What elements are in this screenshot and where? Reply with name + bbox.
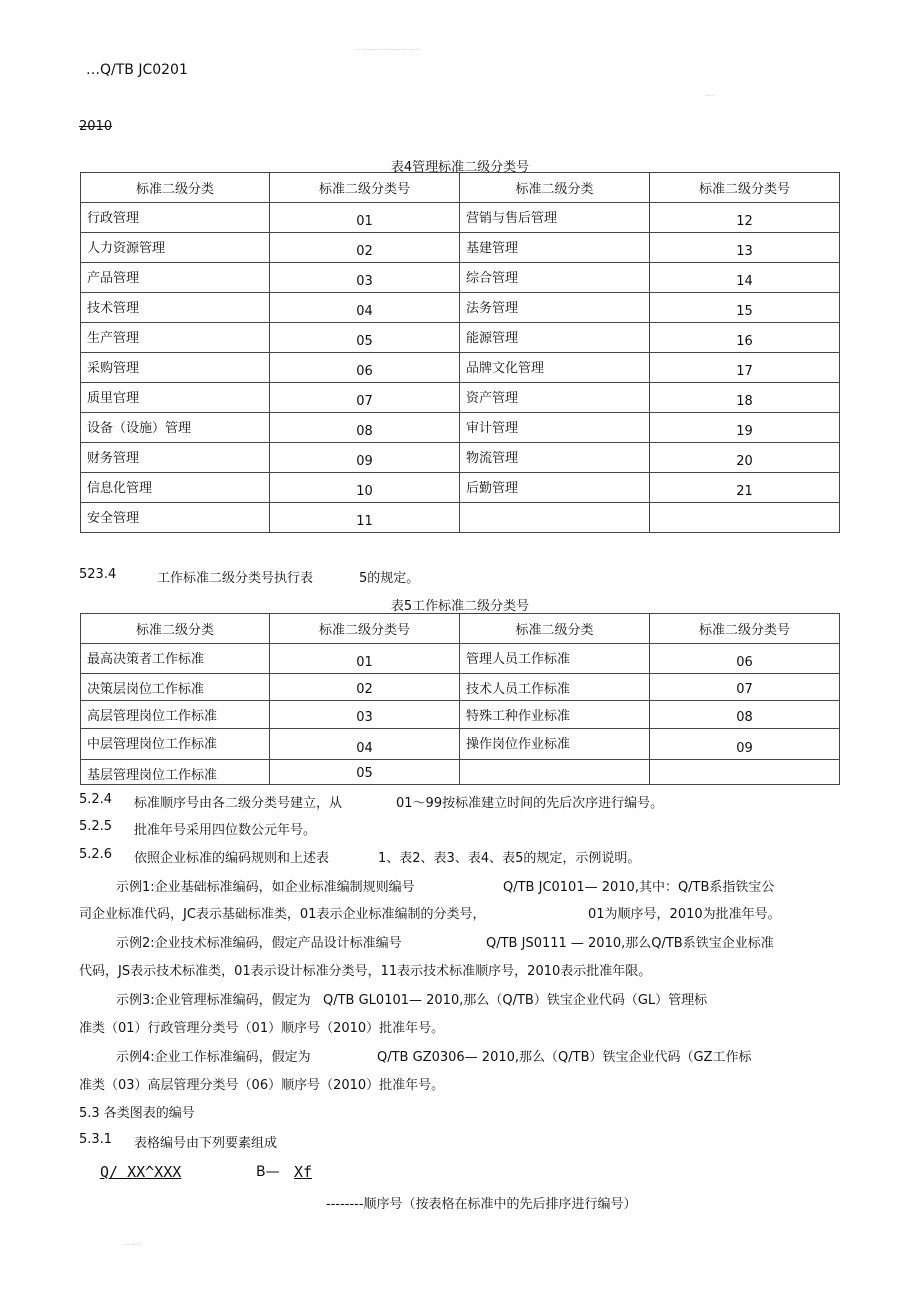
code-cell: 10: [270, 473, 460, 503]
clause-text: 标准顺序号由各二级分类号建立，从: [134, 796, 343, 811]
example-1-text: 示例1:企业基础标准编码，如企业标准编制规则编号: [116, 880, 415, 895]
garbled-right-text: ....: [706, 92, 715, 98]
code-cell: 14: [650, 263, 840, 293]
category-cell: 物流管理: [460, 443, 650, 473]
table-row: [81, 760, 840, 785]
table-row: [81, 443, 840, 473]
code-cell: 04: [270, 729, 460, 760]
table-row: [81, 203, 840, 233]
category-cell: 法务管理: [460, 293, 650, 323]
clause-number: 523.4: [79, 567, 117, 582]
code-cell: 05: [270, 760, 460, 785]
table-row: [81, 503, 840, 533]
table5: [80, 613, 840, 785]
example-4-text: Q/TB GZ0306— 2010,那么（Q/TB）铁宝企业代码（GZ工作标: [377, 1050, 752, 1065]
clause-number: 5.2.4: [79, 792, 113, 807]
category-cell: 财务管理: [81, 443, 270, 473]
document-id: …Q/TB JC0201: [86, 62, 188, 78]
document-year: 2010: [79, 119, 113, 134]
category-cell: 特殊工种作业标准: [460, 701, 650, 729]
table-row: [81, 233, 840, 263]
clause-number: 5.2.5: [79, 819, 113, 834]
table-row: [81, 674, 840, 701]
code-cell: 04: [270, 293, 460, 323]
garbled-header-text: ...............................: [355, 46, 420, 52]
code-cell: 18: [650, 383, 840, 413]
category-cell: 审计管理: [460, 413, 650, 443]
example-2-text: Q/TB JS0111 — 2010,那么Q/TB系铁宝企业标准: [486, 936, 774, 951]
table4-header-cell: 标准二级分类: [81, 173, 270, 203]
table-row: [81, 353, 840, 383]
formula-note: --------顺序号（按表格在标准中的先后排序进行编号）: [326, 1197, 637, 1212]
table-row: [81, 473, 840, 503]
code-cell: 03: [270, 701, 460, 729]
table-row: [81, 644, 840, 674]
code-cell: [650, 760, 840, 785]
category-cell: 品牌文化管理: [460, 353, 650, 383]
code-cell: 06: [270, 353, 460, 383]
code-cell: 19: [650, 413, 840, 443]
category-cell: 产品管理: [81, 263, 270, 293]
clause-text: 工作标准二级分类号执行表: [157, 571, 314, 586]
table4-header-cell: 标准二级分类: [460, 173, 650, 203]
garbled-footer-text: ........: [124, 1241, 141, 1247]
category-cell: 能源管理: [460, 323, 650, 353]
code-cell: 01: [270, 644, 460, 674]
category-cell: 采购管理: [81, 353, 270, 383]
table4-header-cell: 标准二级分类号: [270, 173, 460, 203]
code-cell: 17: [650, 353, 840, 383]
clause-text: 5的规定。: [359, 571, 420, 586]
table5-header-cell: 标准二级分类号: [270, 614, 460, 644]
category-cell: 营销与售后管理: [460, 203, 650, 233]
example-1-text: 司企业标准代码，JC表示基础标准类，01表示企业标准编制的分类号，: [79, 907, 486, 922]
category-cell: 人力资源管理: [81, 233, 270, 263]
category-cell: 技术人员工作标准: [460, 674, 650, 701]
table5-caption: 表5工作标准二级分类号: [390, 599, 530, 614]
clause-text: 1、表2、表3、表4、表5的规定，示例说明。: [378, 851, 641, 866]
table4-header-cell: 标准二级分类号: [650, 173, 840, 203]
code-cell: 13: [650, 233, 840, 263]
category-cell: 技术管理: [81, 293, 270, 323]
code-cell: 06: [650, 644, 840, 674]
category-cell: [460, 760, 650, 785]
code-cell: 08: [650, 701, 840, 729]
example-4-text: 示例4:企业工作标准编码，假定为: [116, 1050, 311, 1065]
table-row: [81, 701, 840, 729]
category-cell: 高层管理岗位工作标准: [81, 701, 270, 729]
example-3-text: 准类（01）行政管理分类号（01）顺序号（2010）批准年号。: [79, 1021, 445, 1036]
category-cell: 质里官理: [81, 383, 270, 413]
code-cell: 20: [650, 443, 840, 473]
code-cell: 16: [650, 323, 840, 353]
example-2-text: 示例2:企业技术标准编码，假定产品设计标准编号: [116, 936, 402, 951]
table4-caption: 表4管理标准二级分类号: [390, 160, 530, 175]
table-row: [81, 413, 840, 443]
category-cell: 信息化管理: [81, 473, 270, 503]
category-cell: [460, 503, 650, 533]
code-cell: 02: [270, 233, 460, 263]
table5-header-row: [81, 614, 840, 644]
table5-header-cell: 标准二级分类: [81, 614, 270, 644]
formula-code: Q/ XX^XXX: [100, 1163, 182, 1181]
formula-separator: B—: [256, 1164, 280, 1180]
code-cell: 09: [270, 443, 460, 473]
code-cell: 07: [650, 674, 840, 701]
table4: [80, 172, 840, 533]
code-cell: 01: [270, 203, 460, 233]
category-cell: 综合管理: [460, 263, 650, 293]
category-cell: 行政管理: [81, 203, 270, 233]
clause-text: 表格编号由下列要素组成: [134, 1136, 278, 1151]
table4-header-row: [81, 173, 840, 203]
category-cell: 基建管理: [460, 233, 650, 263]
code-cell: 11: [270, 503, 460, 533]
table-row: [81, 323, 840, 353]
code-cell: 07: [270, 383, 460, 413]
formula-sequence: Xf: [294, 1163, 313, 1181]
example-1-text: Q/TB JC0101— 2010,其中：Q/TB系指铁宝公: [503, 880, 775, 895]
category-cell: 操作岗位作业标准: [460, 729, 650, 760]
code-cell: 12: [650, 203, 840, 233]
example-2-text: 代码，JS表示技术标准类，01表示设计标准分类号，11表示技术标准顺序号，2010表示批准年限。: [79, 964, 652, 979]
clause-number: 5.2.6: [79, 847, 113, 862]
category-cell: 中层管理岗位工作标准: [81, 729, 270, 760]
code-cell: 21: [650, 473, 840, 503]
category-cell: 设备（设施）管理: [81, 413, 270, 443]
category-cell: 后勤管理: [460, 473, 650, 503]
table5-header-cell: 标准二级分类: [460, 614, 650, 644]
example-3-text: Q/TB GL0101— 2010,那么（Q/TB）铁宝企业代码（GL）管理标: [323, 993, 708, 1008]
code-cell: 03: [270, 263, 460, 293]
code-cell: 02: [270, 674, 460, 701]
example-1-text: 01为顺序号，2010为批准年号。: [588, 907, 781, 922]
clause-number: 5.3.1: [79, 1132, 113, 1147]
code-cell: [650, 503, 840, 533]
code-cell: 05: [270, 323, 460, 353]
clause-text: 批准年号采用四位数公元年号。: [134, 823, 317, 838]
category-cell: 安全管理: [81, 503, 270, 533]
table-row: [81, 263, 840, 293]
example-4-text: 准类（03）高层管理分类号（06）顺序号（2010）批准年号。: [79, 1078, 445, 1093]
example-3-text: 示例3:企业管理标准编码，假定为: [116, 993, 311, 1008]
code-cell: 08: [270, 413, 460, 443]
clause-text: 01～99按标准建立时间的先后次序进行编号。: [396, 796, 664, 811]
category-cell: 管理人员工作标准: [460, 644, 650, 674]
category-cell: 资产管理: [460, 383, 650, 413]
table-row: [81, 729, 840, 760]
code-cell: 15: [650, 293, 840, 323]
category-cell: 最高决策者工作标准: [81, 644, 270, 674]
category-cell: 决策层岗位工作标准: [81, 674, 270, 701]
code-cell: 09: [650, 729, 840, 760]
section-title: 5.3 各类图表的编号: [79, 1106, 195, 1121]
table5-header-cell: 标准二级分类号: [650, 614, 840, 644]
category-cell: 基层管理岗位工作标准: [81, 760, 270, 785]
clause-text: 依照企业标准的编码规则和上述表: [134, 851, 330, 866]
category-cell: 生产管理: [81, 323, 270, 353]
table-row: [81, 293, 840, 323]
table-row: [81, 383, 840, 413]
